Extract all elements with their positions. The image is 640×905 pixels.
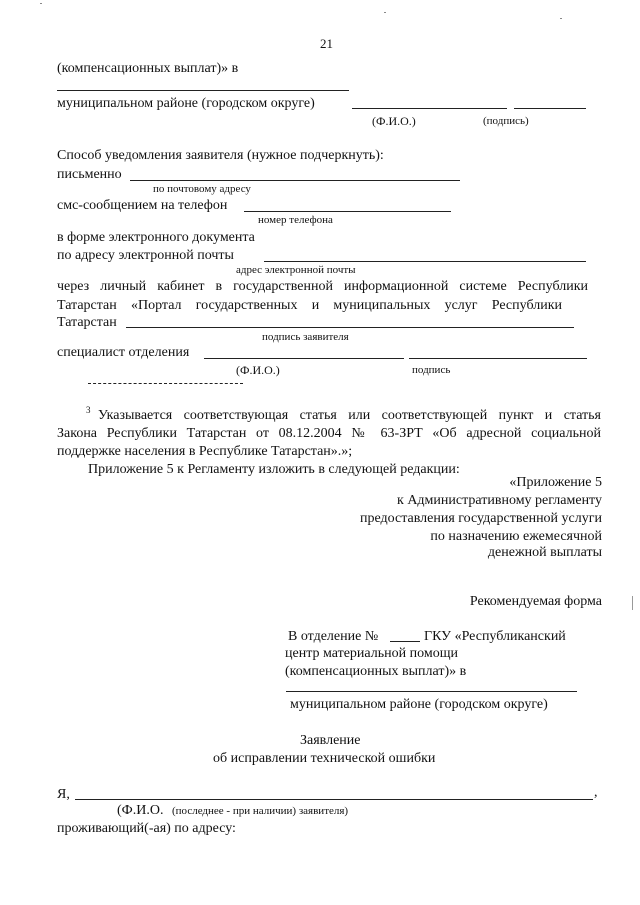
applicant-sign-hint: подпись заявителя — [262, 331, 349, 343]
recommended-form: Рекомендуемая форма — [469, 594, 602, 609]
sign-line — [514, 108, 586, 109]
scan-speck — [560, 18, 562, 19]
applicant-living: проживающий(-ая) по адресу: — [57, 821, 236, 836]
specialist-sign-hint: подпись — [412, 364, 451, 376]
district-line: муниципальном районе (городском округе) — [57, 96, 315, 111]
appendix-line-4: по назначению ежемесячной — [430, 529, 602, 544]
addressee-line-4: муниципальном районе (городском округе) — [290, 697, 548, 712]
applicant-hint-b: (последнее - при наличии) заявителя) — [172, 805, 349, 817]
notify-sms: смс-сообщением на телефон — [57, 198, 228, 213]
scan-edge-mark — [632, 596, 633, 610]
scan-speck — [384, 12, 386, 13]
appendix-line-5: денежной выплаты — [487, 545, 602, 560]
applicant-sign-line — [126, 327, 574, 328]
cabinet-line-1: через личный кабинет в государственной информационной системе Республики — [57, 279, 588, 294]
applicant-name-line — [75, 799, 593, 800]
comp-line: (компенсационных выплат)» в — [57, 61, 239, 76]
footnote-separator — [88, 383, 243, 384]
fio-line — [352, 108, 507, 109]
applicant-hint-a: (Ф.И.О. — [117, 803, 164, 818]
statement-subtitle: об исправлении технической ошибки — [213, 751, 436, 766]
addressee-line-1b: ГКУ «Республиканский — [424, 629, 566, 644]
sms-line — [244, 211, 451, 212]
addressee-line-1a: В отделение № — [288, 629, 379, 644]
sign-hint: (подпись) — [483, 115, 529, 127]
footnote-line-3: поддержке населения в Республике Татарстан».»; — [57, 444, 353, 459]
addressee-blank-line — [286, 691, 577, 692]
addressee-line-3: (компенсационных выплат)» в — [285, 664, 467, 679]
footnote-line-2: Закона Республики Татарстан от 08.12.2004 № 63-ЗРТ «Об адресной социальной — [57, 426, 601, 441]
notify-edoc: в форме электронного документа — [57, 230, 255, 245]
blank-line — [57, 90, 349, 91]
cabinet-line-2: Татарстан «Портал государственных и муниципальных услуг Республики — [57, 298, 562, 313]
sms-hint: номер телефона — [258, 214, 333, 226]
specialist-fio-hint: (Ф.И.О.) — [236, 363, 280, 377]
addressee-line-2: центр материальной помощи — [285, 646, 458, 661]
letter-line — [130, 180, 460, 181]
appendix-line-3: предоставления государственной услуги — [360, 511, 602, 526]
applicant-comma: , — [594, 785, 598, 800]
specialist-sign-line — [409, 358, 587, 359]
applicant-ya: Я, — [57, 787, 70, 802]
cabinet-line-3: Татарстан — [57, 315, 117, 330]
specialist-fio-line — [204, 358, 404, 359]
page-number: 21 — [320, 36, 333, 51]
scan-speck — [40, 3, 42, 4]
amend-line: Приложение 5 к Регламенту изложить в следующей редакции: — [88, 462, 460, 477]
notify-title: Способ уведомления заявителя (нужное подчеркнуть): — [57, 148, 384, 163]
letter-hint: по почтовому адресу — [153, 183, 251, 195]
notify-letter: письменно — [57, 167, 122, 182]
specialist-label: специалист отделения — [57, 345, 190, 360]
statement-title: Заявление — [300, 733, 361, 748]
footnote-mark: 3 — [86, 405, 91, 415]
notify-email: по адресу электронной почты — [57, 248, 234, 263]
appendix-line-1: «Приложение 5 — [509, 475, 602, 490]
email-hint: адрес электронной почты — [236, 264, 356, 276]
footnote-line-1: Указывается соответствующая статья или соответствующей пункт и статья — [98, 408, 601, 423]
fio-hint: (Ф.И.О.) — [372, 114, 416, 128]
appendix-line-2: к Административному регламенту — [397, 493, 602, 508]
department-number-line — [390, 641, 420, 642]
email-line — [264, 261, 586, 262]
